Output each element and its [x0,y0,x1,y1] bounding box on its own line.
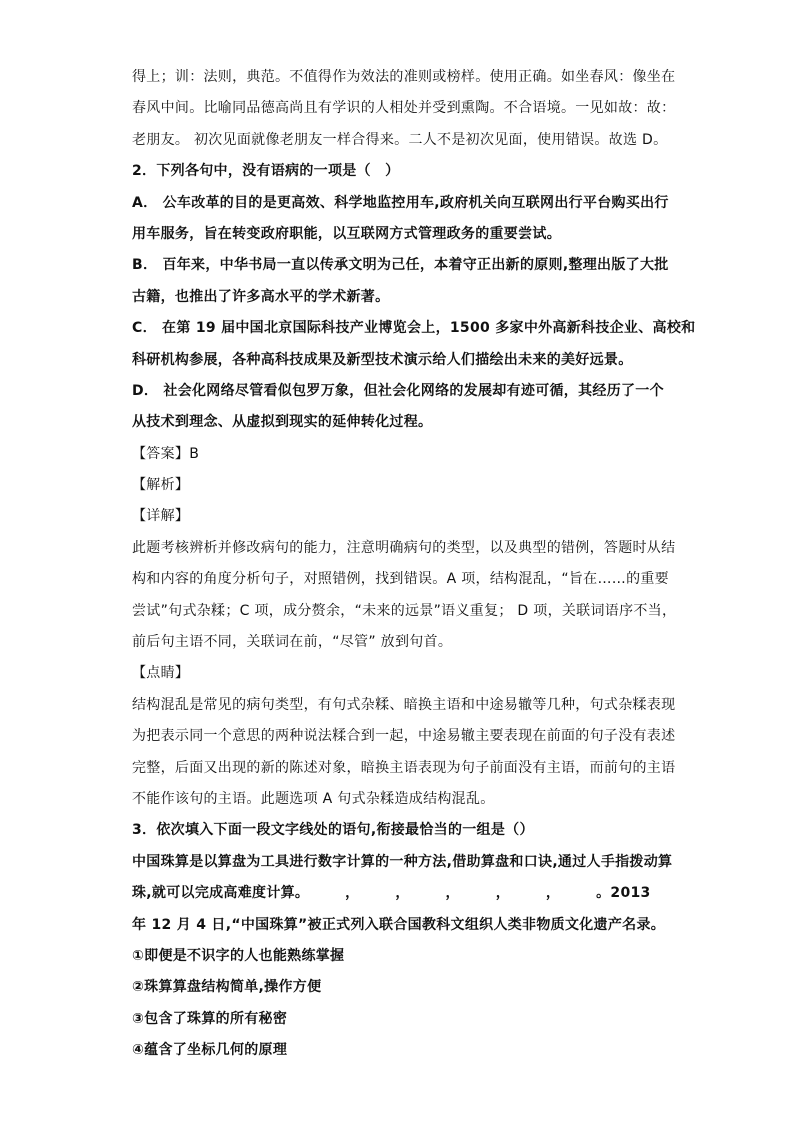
option-b-line: B． 百年来，中华书局一直以传承文明为己任，本着守正出新的原则,整理出版了大批 [132,257,669,274]
option-c-line: C． 在第 19 届中国北京国际科技产业博览会上，1500 多家中外高新科技企业、高校和 [132,320,696,337]
option-b-line: 古籍，也推出了许多高水平的学术新著。 [132,288,390,305]
choice-3: ③包含了珠算的所有秘密 [132,1010,288,1027]
text-line: 春风中间。比喻同品德高尚且有学识的人相处并受到熏陶。不合语境。一见如故：故： [132,100,676,117]
explanation-line: 尝试”句式杂糅；C 项，成分赘余，“未来的远景”语义重复； D 项，关联词语序不当， [132,602,677,619]
explanation-line: 前后句主语不同，关联词在前，“尽管” 放到句首。 [132,634,453,651]
choice-2: ②珠算算盘结构简单,操作方便 [132,979,322,996]
choice-1: ①即便是不识字的人也能熟练掌握 [132,947,345,964]
answer-label: 【答案】B [132,445,200,462]
passage-line: 年 12 月 4 日,“中国珠算”被正式列入联合国教科文组织人类非物质文化遗产名录。 [132,916,666,933]
detail-label: 【详解】 [132,508,190,525]
explanation-line: 构和内容的角度分析句子，对照错例，找到错误。A 项，结构混乱，“旨在……的重要 [132,571,669,588]
analysis-label: 【解析】 [132,477,190,494]
key-point-label: 【点睛】 [132,665,190,682]
key-point-line: 结构混乱是常见的病句类型，有句式杂糅、暗换主语和中途易辙等几种，句式杂糅表现 [132,696,676,713]
passage-line: 中国珠算是以算盘为工具进行数字计算的一种方法,借助算盘和口诀,通过人手指拨动算 [132,853,673,870]
question-3-stem: 3．依次填入下面一段文字线处的语句,衔接最恰当的一组是（） [132,822,534,839]
text-line: 老朋友。 初次见面就像老朋友一样合得来。二人不是初次见面，使用错误。故选 D。 [132,131,668,148]
key-point-line: 不能作该句的主语。此题选项 A 句式杂糅造成结构混乱。 [132,790,495,807]
text-line: 得上；训：法则，典范。不值得作为效法的准则或榜样。使用正确。如坐春风：像坐在 [132,69,676,85]
option-d-line: D． 社会化网络尽管看似包罗万象，但社会化网络的发展却有迹可循，其经历了一个 [132,382,664,399]
document-page [132,62,696,1067]
question-2-stem: 2．下列各句中，没有语病的一项是（ ） [132,163,400,180]
choice-4: ④蕴含了坐标几何的原理 [132,1042,288,1059]
option-c-line: 科研机构参展，各种高科技成果及新型技术演示给人们描绘出未来的美好远景。 [132,351,633,368]
explanation-line: 此题考核辨析并修改病句的能力，注意明确病句的类型，以及典型的错例，答题时从结 [132,539,676,556]
key-point-line: 完整，后面又出现的新的陈述对象，暗换主语表现为句子前面没有主语，而前句的主语 [132,759,676,776]
passage-line: 珠,就可以完成高难度计算。 ， ， ， ， ， 。2013 [132,885,651,902]
key-point-line: 为把表示同一个意思的两种说法糅合到一起，中途易辙主要表现在前面的句子没有表述 [132,728,676,745]
option-a-line: A． 公车改革的目的是更高效、科学地监控用车,政府机关向互联网出行平台购买出行 [132,194,669,211]
option-a-line: 用车服务，旨在转变政府职能，以互联网方式管理政务的重要尝试。 [132,225,561,242]
option-d-line: 从技术到理念、从虚拟到现实的延伸转化过程。 [132,414,433,431]
